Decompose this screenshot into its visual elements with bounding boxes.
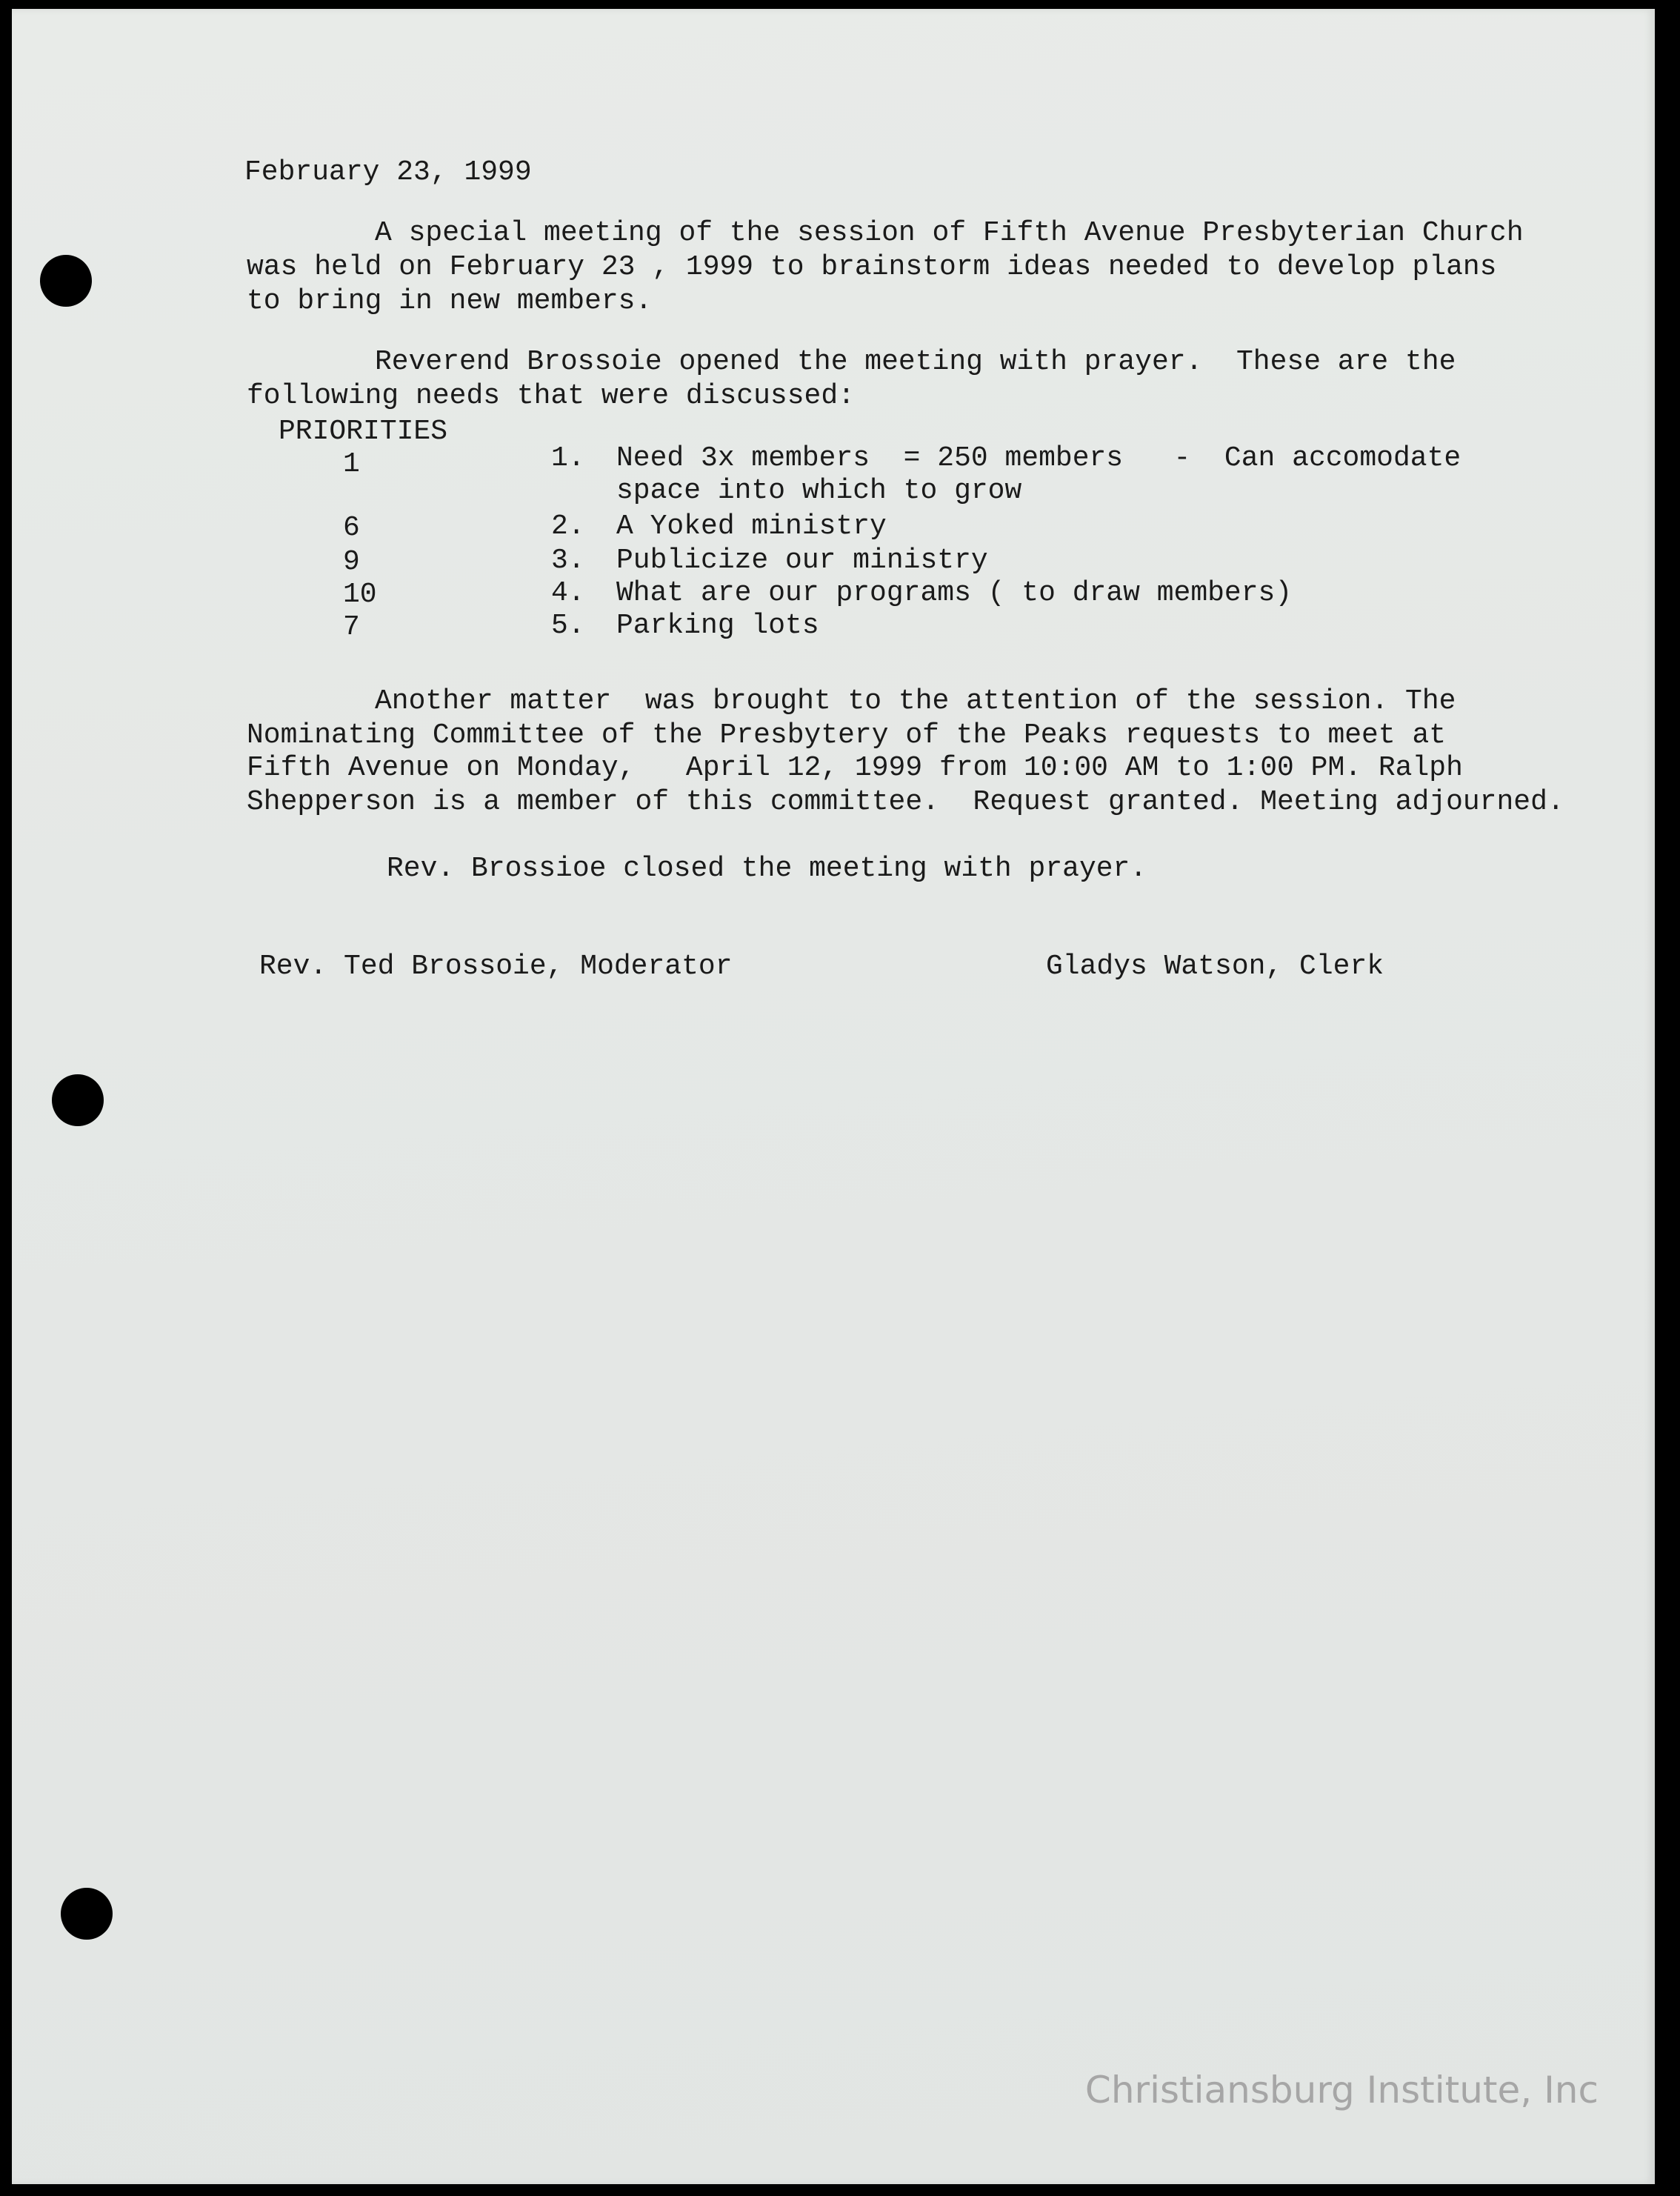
need-text-continuation: space into which to grow (616, 475, 1022, 507)
priority-value: 6 (343, 512, 360, 544)
punch-hole (40, 255, 92, 307)
watermark: Christiansburg Institute, Inc (1084, 2069, 1599, 2112)
priority-value: 9 (343, 546, 360, 578)
need-text: A Yoked ministry (616, 510, 887, 542)
need-number: 1. (551, 442, 585, 474)
priority-value: 1 (343, 448, 360, 480)
opening-line: Reverend Brossoie opened the meeting with prayer. These are the (375, 346, 1456, 378)
punch-hole (52, 1074, 104, 1126)
priority-value: 7 (343, 611, 360, 643)
need-number: 5. (551, 610, 585, 642)
moderator-signature: Rev. Ted Brossoie, Moderator (259, 951, 733, 982)
closing-line: Rev. Brossioe closed the meeting with prayer. (387, 853, 1147, 885)
matter-line: Shepperson is a member of this committee. Request granted. Meeting adjourned. (247, 786, 1564, 818)
clerk-signature: Gladys Watson, Clerk (1046, 951, 1384, 982)
matter-line: Nominating Committee of the Presbytery of the Peaks requests to meet at (247, 719, 1447, 751)
document-date: February 23, 1999 (244, 156, 532, 188)
priorities-heading: PRIORITIES (279, 416, 448, 447)
intro-line: A special meeting of the session of Fifth Avenue Presbyterian Church (375, 217, 1524, 249)
need-number: 3. (551, 545, 585, 576)
intro-line: to bring in new members. (247, 285, 653, 317)
opening-line: following needs that were discussed: (247, 380, 855, 412)
need-number: 4. (551, 577, 585, 609)
need-text: What are our programs ( to draw members) (616, 577, 1293, 609)
need-number: 2. (551, 510, 585, 542)
need-text: Need 3x members = 250 members - Can accomodate (616, 442, 1461, 474)
need-text: Publicize our ministry (616, 545, 988, 576)
punch-hole (61, 1888, 113, 1940)
need-text: Parking lots (616, 610, 819, 642)
matter-line: Another matter was brought to the attention of the session. The (375, 685, 1456, 717)
priority-value: 10 (343, 579, 377, 610)
document-page (12, 9, 1655, 2184)
matter-line: Fifth Avenue on Monday, April 12, 1999 from 10:00 AM to 1:00 PM. Ralph (247, 752, 1463, 784)
intro-line: was held on February 23 , 1999 to brainstorm ideas needed to develop plans (247, 251, 1497, 283)
